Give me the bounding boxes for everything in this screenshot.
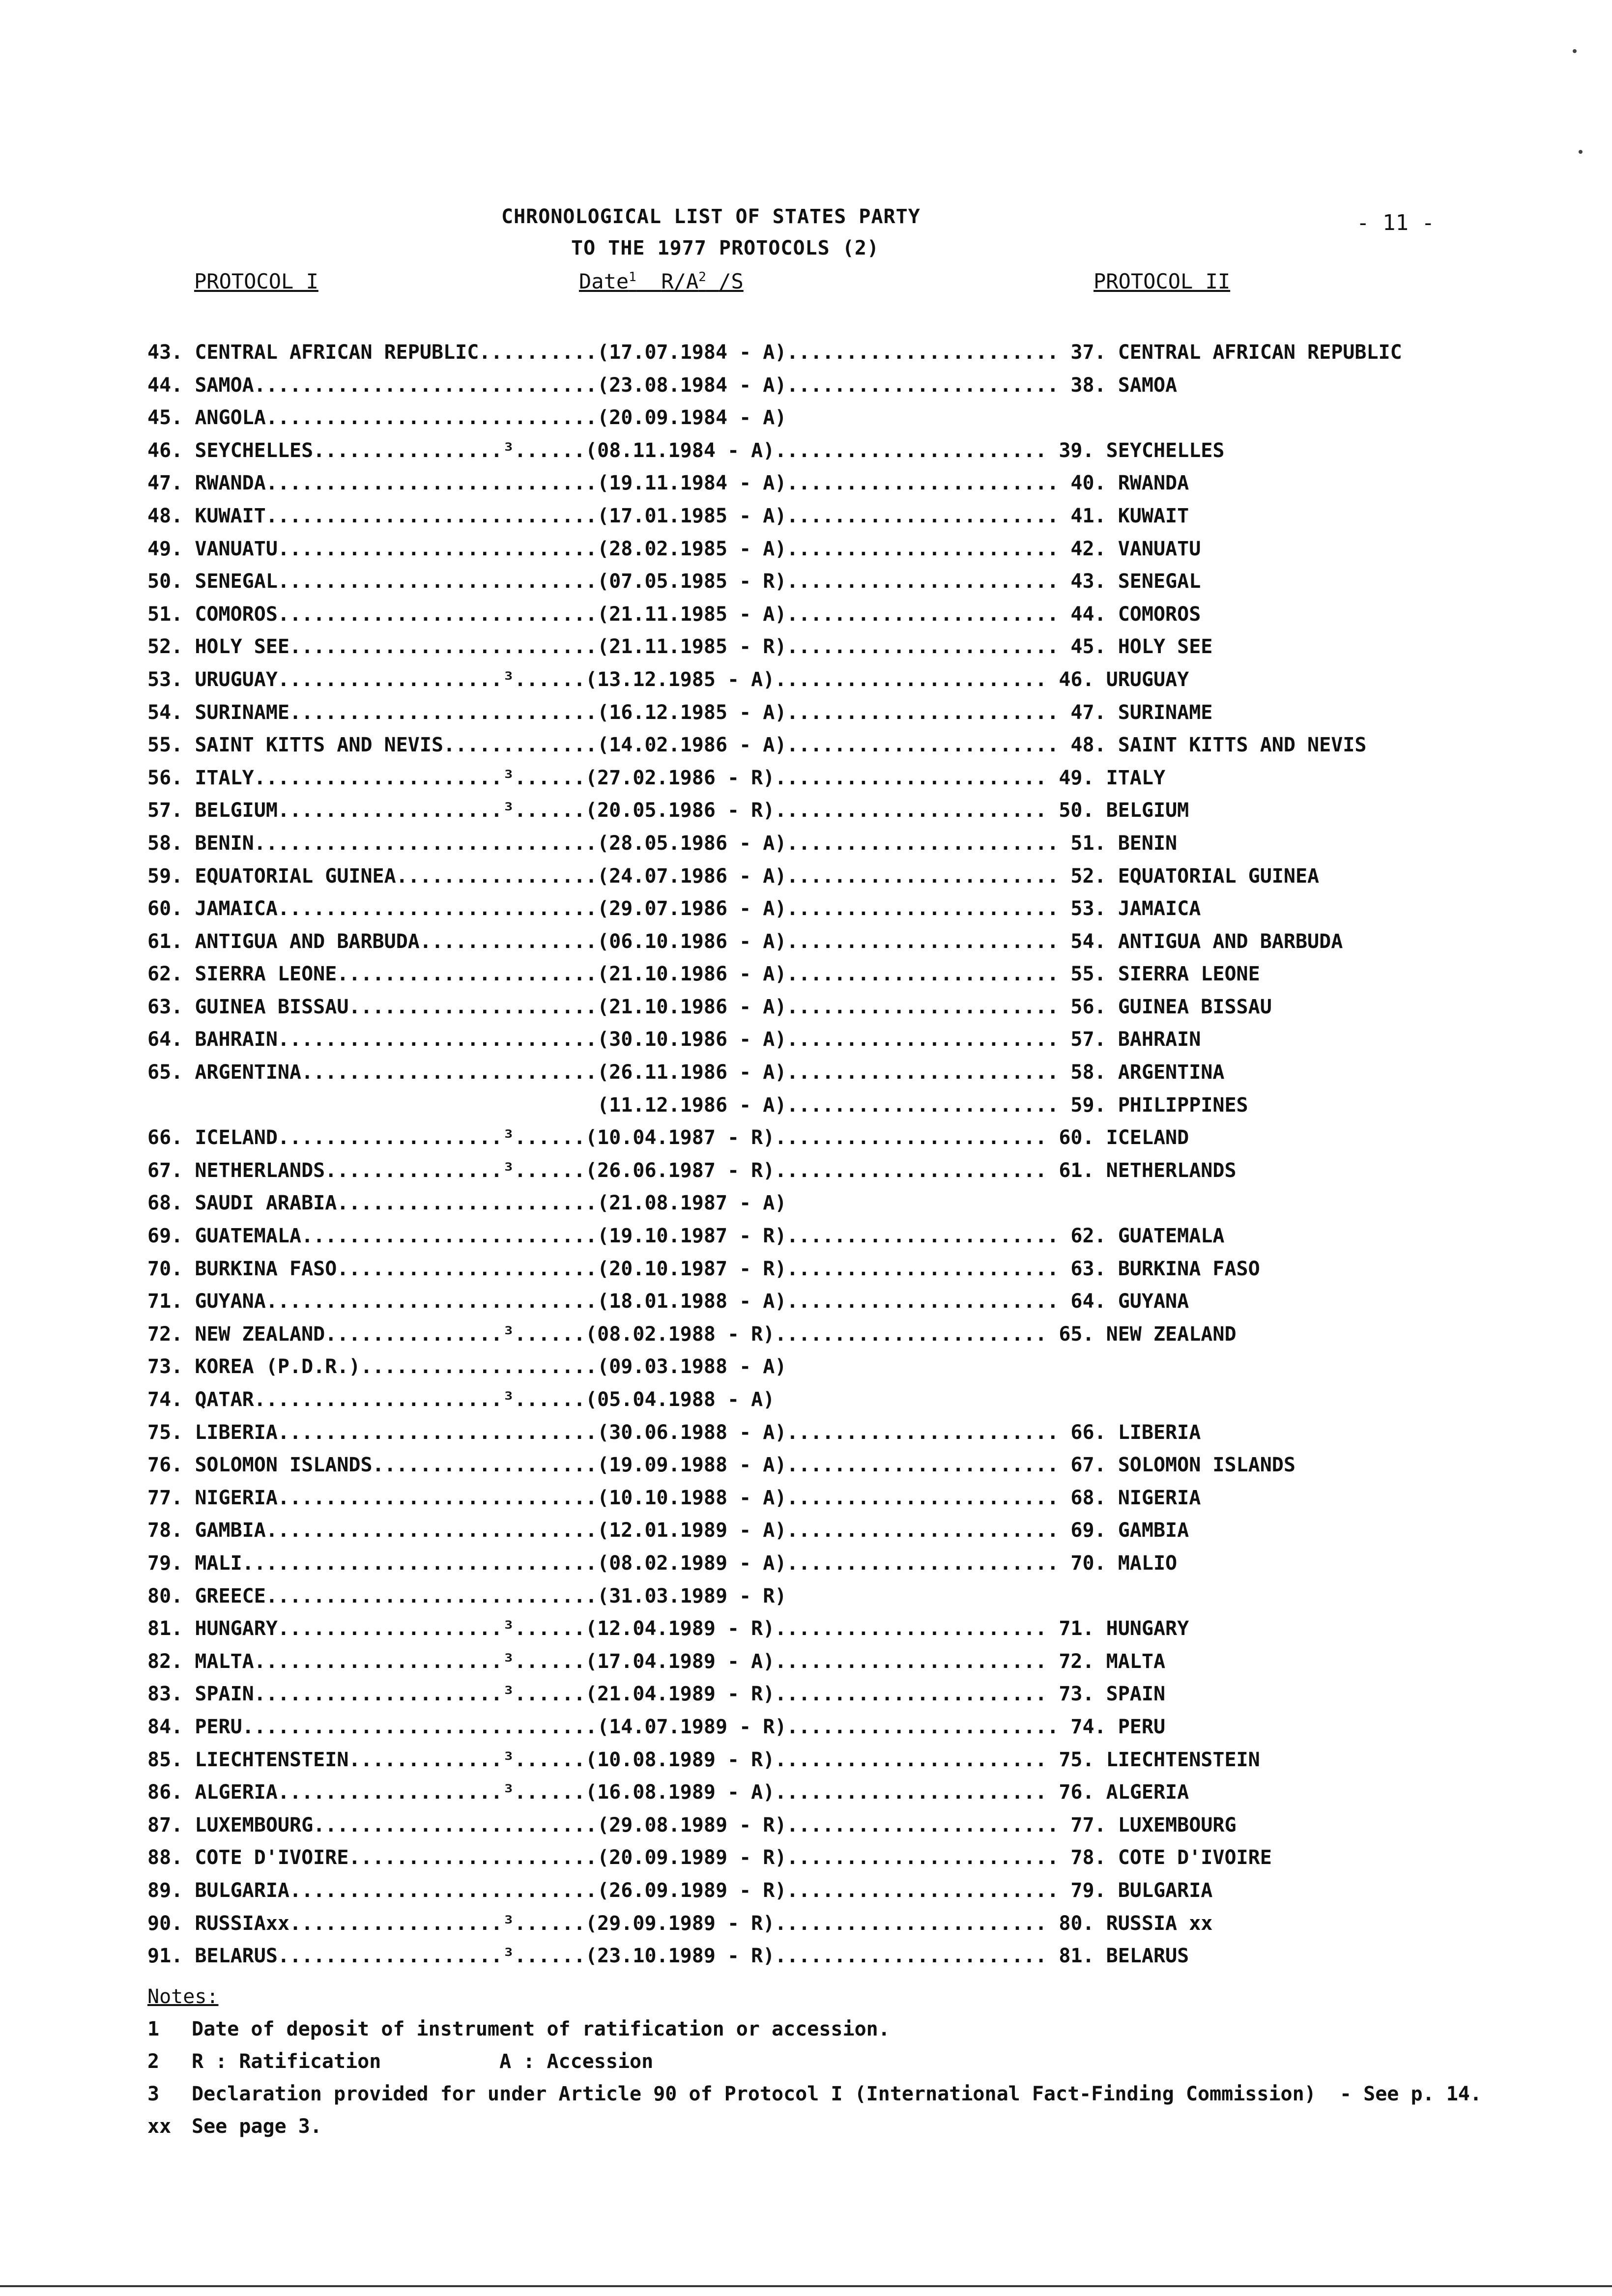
list-item: 70. BURKINA FASO......................(20.10.1987 - R)....................... 63. BURKINA FASO (147, 1257, 1260, 1280)
list-item: 79. MALI..............................(08.02.1989 - A)....................... 70. MALIO (147, 1551, 1178, 1575)
column-header-protocol-2: PROTOCOL II (1094, 269, 1231, 293)
note-item (147, 2013, 1482, 2045)
list-item: (11.12.1986 - A)....................... 59. PHILIPPINES (147, 1093, 1248, 1117)
list-item: 59. EQUATORIAL GUINEA.................(24.07.1986 - A)....................... 52. EQUATORIAL GUINEA (147, 864, 1320, 888)
list-item: 77. NIGERIA...........................(10.10.1988 - A)....................... 68. NIGERIA (147, 1486, 1201, 1509)
note-item (147, 2045, 1482, 2078)
states-list (147, 336, 1474, 1973)
list-item: 49. VANUATU...........................(28.02.1985 - A)....................... 42. VANUATU (147, 537, 1201, 560)
list-item: 87. LUXEMBOURG........................(29.08.1989 - R)....................... 77. LUXEMBOURG (147, 1813, 1237, 1837)
list-item: 54. SURINAME..........................(16.12.1985 - A)....................... 47. SURINAME (147, 701, 1213, 724)
list-item: 73. KOREA (P.D.R.)....................(09.03.1988 - A) (147, 1355, 787, 1378)
date-label: Date (579, 269, 629, 293)
list-item: 64. BAHRAIN...........................(30.10.1986 - A)....................... 57. BAHRAIN (147, 1028, 1201, 1051)
list-item: 63. GUINEA BISSAU.....................(21.10.1986 - A)....................... 56. GUINEA BISSAU (147, 995, 1272, 1018)
note-mark: 1 (147, 2018, 160, 2040)
ra-footnote-mark: 2 (698, 270, 706, 285)
list-item: 55. SAINT KITTS AND NEVIS.............(14.02.1986 - A)....................... 48. SAINT KITTS AND NEVIS (147, 734, 1367, 757)
list-item: 75. LIBERIA...........................(30.06.1988 - A)....................... 66. LIBERIA (147, 1421, 1201, 1444)
note-text: See page 3. (192, 2115, 322, 2138)
list-item: 56. ITALY.....................³......(27.02.1986 - R)....................... 49. ITALY (147, 766, 1166, 789)
list-item: 74. QATAR.....................³......(05.04.1988 - A) (147, 1388, 775, 1411)
note-mark: xx (147, 2115, 172, 2138)
s-label: /S (719, 269, 744, 293)
list-item: 47. RWANDA............................(19.11.1984 - A)....................... 40. RWANDA (147, 472, 1189, 495)
notes-section (147, 1980, 1482, 2143)
note-mark: 3 (147, 2083, 160, 2105)
list-item: 62. SIERRA LEONE......................(21.10.1986 - A)....................... 55. SIERRA LEONE (147, 963, 1260, 986)
list-item: 50. SENEGAL...........................(07.05.1985 - R)....................... 43. SENEGAL (147, 570, 1201, 593)
scan-speck (1579, 150, 1583, 154)
date-footnote-mark: 1 (629, 270, 636, 285)
list-item: 65. ARGENTINA.........................(26.11.1986 - A)....................... 58. ARGENTINA (147, 1061, 1225, 1084)
list-item: 81. HUNGARY...................³......(12.04.1989 - R)....................... 71. HUNGARY (147, 1617, 1189, 1640)
list-item: 67. NETHERLANDS...............³......(26.06.1987 - R)....................... 61. NETHERLANDS (147, 1159, 1237, 1182)
note-text: R : Ratification A : Accession (192, 2050, 654, 2073)
list-item: 45. ANGOLA............................(20.09.1984 - A) (147, 406, 787, 430)
notes-list (147, 2013, 1482, 2143)
page-number: - 11 - (1356, 210, 1435, 235)
list-item: 89. BULGARIA..........................(26.09.1989 - R)....................... 79. BULGARIA (147, 1879, 1213, 1902)
list-item: 57. BELGIUM...................³......(20.05.1986 - R)....................... 50. BELGIUM (147, 799, 1189, 822)
list-item: 60. JAMAICA...........................(29.07.1986 - A)....................... 53. JAMAICA (147, 897, 1201, 920)
list-item: 76. SOLOMON ISLANDS...................(19.09.1988 - A)....................... 67. SOLOMON ISLANDS (147, 1454, 1295, 1477)
list-item: 58. BENIN.............................(28.05.1986 - A)....................... 51. BENIN (147, 832, 1178, 855)
list-item: 90. RUSSIAxx..................³......(29.09.1989 - R)....................... 80. RUSSIA xx (147, 1912, 1213, 1935)
notes-title: Notes: (147, 1985, 219, 2008)
list-item: 46. SEYCHELLES................³......(08.11.1984 - A)....................... 39. SEYCHELLES (147, 439, 1225, 462)
list-item: 53. URUGUAY...................³......(13.12.1985 - A)....................... 46. URUGUAY (147, 668, 1189, 691)
note-mark: 2 (147, 2050, 160, 2073)
list-item: 82. MALTA.....................³......(17.04.1989 - A)....................... 72. MALTA (147, 1650, 1166, 1673)
list-item: 85. LIECHTENSTEIN.............³......(10.08.1989 - R)....................... 75. LIECHTENSTEIN (147, 1748, 1260, 1771)
list-item: 43. CENTRAL AFRICAN REPUBLIC..........(17.07.1984 - A)....................... 37. CENTRAL AFRICAN REPUBLIC (147, 341, 1402, 364)
list-item: 84. PERU..............................(14.07.1989 - R)....................... 74. PERU (147, 1715, 1166, 1738)
list-item: 83. SPAIN.....................³......(21.04.1989 - R)....................... 73. SPAIN (147, 1683, 1166, 1706)
bottom-rule (0, 2285, 1612, 2287)
note-item (147, 2078, 1482, 2110)
note-item (147, 2110, 1482, 2143)
scan-speck (1573, 49, 1577, 53)
list-item: 51. COMOROS...........................(21.11.1985 - A)....................... 44. COMOROS (147, 603, 1201, 626)
title-line-1: CHRONOLOGICAL LIST OF STATES PARTY (501, 205, 921, 228)
list-item: 88. COTE D'IVOIRE.....................(20.09.1989 - R)....................... 78. COTE D'IVOIRE (147, 1846, 1272, 1869)
list-item: 72. NEW ZEALAND...............³......(08.02.1988 - R)....................... 65. NEW ZEALAND (147, 1322, 1237, 1346)
list-item: 66. ICELAND...................³......(10.04.1987 - R)....................... 60. ICELAND (147, 1126, 1189, 1149)
list-item: 86. ALGERIA...................³......(16.08.1989 - A)....................... 76. ALGERIA (147, 1781, 1189, 1804)
list-item: 78. GAMBIA............................(12.01.1989 - A)....................... 69. GAMBIA (147, 1519, 1189, 1542)
list-item: 91. BELARUS...................³......(23.10.1989 - R)....................... 81. BELARUS (147, 1945, 1189, 1968)
list-item: 69. GUATEMALA.........................(19.10.1987 - R)....................... 62. GUATEMALA (147, 1225, 1225, 1248)
list-item: 71. GUYANA............................(18.01.1988 - A)....................... 64. GUYANA (147, 1290, 1189, 1313)
list-item: 52. HOLY SEE..........................(21.11.1985 - R)....................... 45. HOLY SEE (147, 635, 1213, 659)
ra-label: R/A (661, 269, 699, 293)
list-item: 61. ANTIGUA AND BARBUDA...............(06.10.1986 - A)....................... 54. ANTIGUA AND BARBUDA (147, 930, 1343, 953)
list-item: 80. GREECE............................(31.03.1989 - R) (147, 1584, 787, 1607)
list-item: 48. KUWAIT............................(17.01.1985 - A)....................... 41. KUWAIT (147, 504, 1189, 527)
note-text: Declaration provided for under Article 90 of Protocol I (International Fact-Finding Commission) - See p. 14. (192, 2083, 1482, 2105)
note-text: Date of deposit of instrument of ratification or accession. (192, 2018, 890, 2040)
list-item: 68. SAUDI ARABIA......................(21.08.1987 - A) (147, 1192, 787, 1215)
column-header-date (579, 269, 744, 293)
list-item: 44. SAMOA.............................(23.08.1984 - A)....................... 38. SAMOA (147, 373, 1178, 397)
title-line-2: TO THE 1977 PROTOCOLS (2) (571, 237, 880, 259)
column-header-protocol-1: PROTOCOL I (194, 269, 318, 293)
